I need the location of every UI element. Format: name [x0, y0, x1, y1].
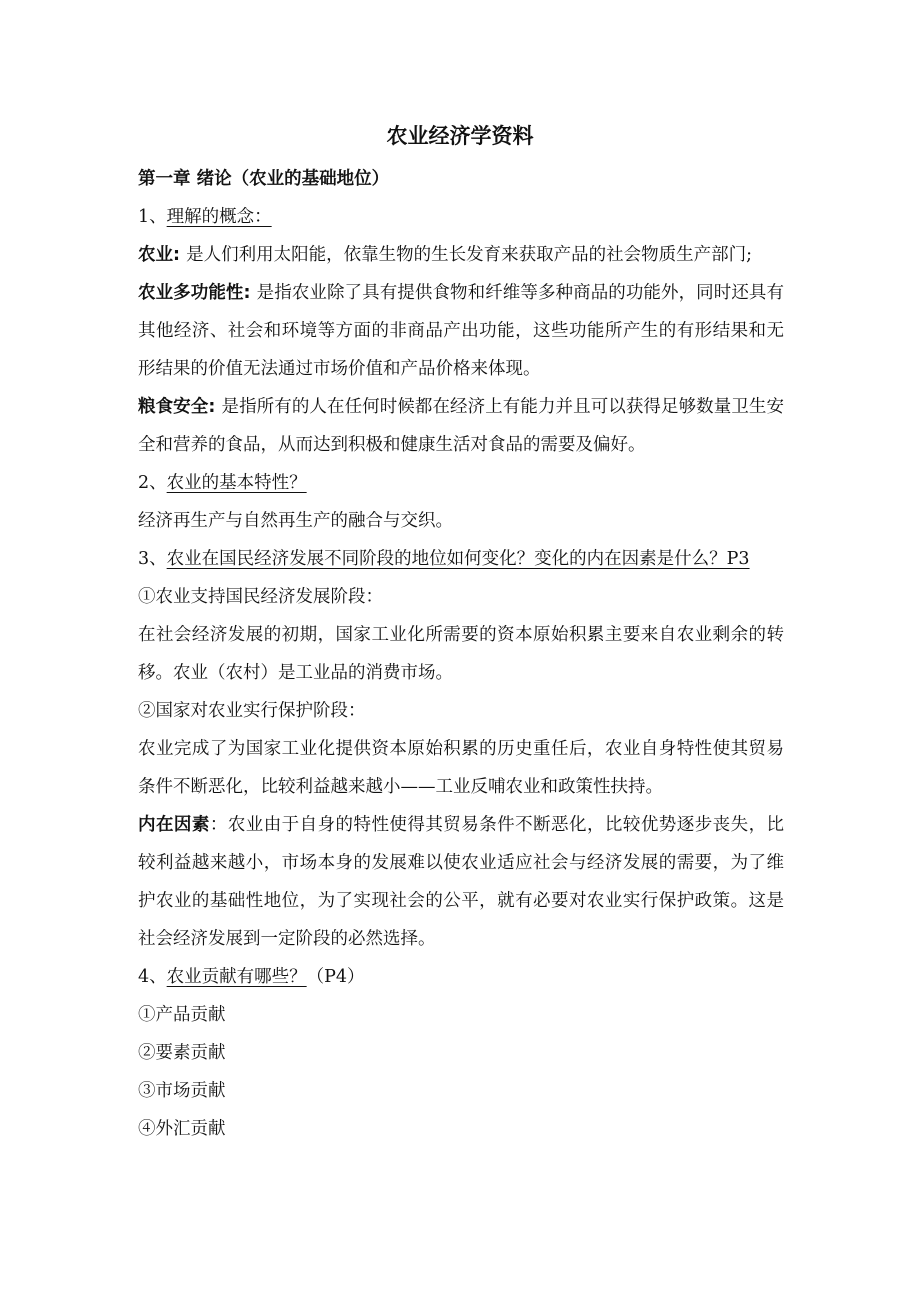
- question-1-label: 1、: [138, 207, 167, 227]
- stage-1-text: 在社会经济发展的初期，国家工业化所需要的资本原始积累主要来自农业剩余的转移。农业（农村）是工业品的消费市场。: [138, 625, 784, 683]
- question-2-text: 农业的基本特性？: [166, 473, 307, 493]
- definition-term: 农业多功能性: [138, 283, 244, 303]
- document-body: [138, 160, 784, 1148]
- list-item: ②要素贡献: [138, 1043, 226, 1063]
- question-3-text: 农业在国民经济发展不同阶段的地位如何变化？变化的内在因素是什么？P3: [166, 549, 750, 569]
- question-4: [138, 958, 784, 996]
- definition-term: 农业: [138, 245, 173, 265]
- question-4-text: 农业贡献有哪些？: [166, 967, 307, 987]
- list-item: ③市场贡献: [138, 1081, 226, 1101]
- internal-factors: 内在因素：农业由于自身的特性使得其贸易条件不断恶化，比较优势逐步丧失，比较利益越来越小，市场本身的发展难以使农业适应社会与经济发展的需要，为了维护农业的基础性地位，为了实现社会的公平，就有必要对农业实行保护政策。这是社会经济发展到一定阶段的必然选择。: [138, 815, 785, 949]
- list-item: ④外汇贡献: [138, 1119, 226, 1139]
- question-4-ref: （P4）: [306, 967, 365, 987]
- answer-2: 经济再生产与自然再生产的融合与交织。: [138, 511, 453, 531]
- question-4-label: 4、: [138, 967, 167, 987]
- document-title: 农业经济学资料: [386, 124, 534, 148]
- definition-term: 粮食安全: [138, 397, 209, 417]
- stage-2-text: 农业完成了为国家工业化提供资本原始积累的历史重任后，农业自身特性使其贸易条件不断恶化，比较利益越来越小——工业反哺农业和政策性扶持。: [138, 739, 784, 797]
- definition-food-security: 粮食安全: 是指所有的人在任何时候都在经济上有能力并且可以获得足够数量卫生安全和营养的食品，从而达到积极和健康生活对食品的需要及偏好。: [138, 397, 785, 455]
- internal-factors-term: 内在因素: [138, 815, 210, 835]
- stage-1-heading: ①农业支持国民经济发展阶段：: [138, 587, 383, 607]
- definition-agriculture: 农业: 是人们利用太阳能，依靠生物的生长发育来获取产品的社会物质生产部门;: [138, 245, 752, 265]
- question-2: [138, 464, 784, 502]
- question-3-label: 3、: [138, 549, 167, 569]
- chapter-heading: 第一章 绪论（农业的基础地位）: [138, 169, 390, 189]
- definition-text: 是指农业除了具有提供食物和纤维等多种商品的功能外，同时还具有其他经济、社会和环境等方面的非商品产出功能，这些功能所产生的有形结果和无形结果的价值无法通过市场价值和产品价格来体现。: [138, 283, 784, 379]
- definition-text: 是指所有的人在任何时候都在经济上有能力并且可以获得足够数量卫生安全和营养的食品，从而达到积极和健康生活对食品的需要及偏好。: [138, 397, 785, 455]
- internal-factors-text: 农业由于自身的特性使得其贸易条件不断恶化，比较优势逐步丧失，比较利益越来越小，市场本身的发展难以使农业适应社会与经济发展的需要，为了维护农业的基础性地位，为了实现社会的公平，就有必要对农业实行保护政策。这是社会经济发展到一定阶段的必然选择。: [138, 815, 785, 949]
- definition-multifunctionality: 农业多功能性: 是指农业除了具有提供食物和纤维等多种商品的功能外，同时还具有其他经济、社会和环境等方面的非商品产出功能，这些功能所产生的有形结果和无形结果的价值无法通过市场价值和产品价格来体现。: [138, 283, 784, 379]
- question-1: [138, 198, 784, 236]
- question-2-label: 2、: [138, 473, 167, 493]
- question-1-text: 理解的概念：: [166, 207, 272, 227]
- list-item: ①产品贡献: [138, 1005, 226, 1025]
- question-3: [138, 540, 784, 578]
- definition-text: 是人们利用太阳能，依靠生物的生长发育来获取产品的社会物质生产部门;: [186, 245, 752, 265]
- stage-2-heading: ②国家对农业实行保护阶段：: [138, 701, 366, 721]
